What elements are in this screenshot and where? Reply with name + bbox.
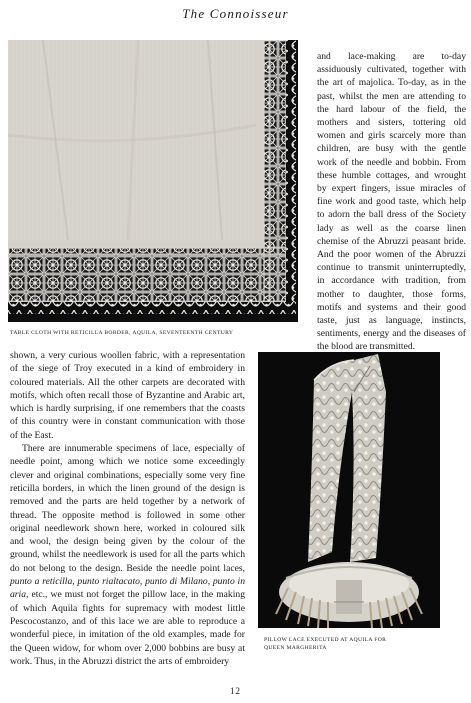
paragraph-2 — [10, 442, 245, 668]
running-head: The Connoisseur — [182, 6, 289, 21]
pillow-lace-illustration — [258, 352, 440, 628]
paragraph-2-text-b: etc., we must not forget the pillow lace, in the making of which Aquila fights for supremacy with modest little Pescocostanzo, and of this lace we are able to reproduce a wonderful piece, in imitation of the old examples, made for the Queen widow, for whom over 2,000 bobbins are busy at work. Thus, in the Abruzzi district the arts of embroidery — [10, 589, 245, 667]
text-column-lower-left — [10, 349, 245, 668]
lace-type-names: punto a reticilla, punto rialtacato, punto di Milano, punto in aria, — [10, 576, 245, 601]
table-cloth-photo — [8, 40, 298, 322]
table-cloth-illustration — [8, 40, 298, 322]
paragraph-1: shown, a very curious woollen fabric, with a representation of the siege of Troy executed in a kind of embroidery in coloured materials. All the other carpets are decorated with motifs, which often recall those of Byzantine and Arabic art, which is hardly surprising, if one remembers that the coasts of this country were in constant communication with those of the East. — [10, 350, 245, 441]
pillow-lace-photo — [258, 352, 440, 628]
paragraph: and lace-making are to-day assiduously cultivated, together with the art of majolica. To-day, as in the past, whilst the men are attending to the hard labour of the field, the mothers and sisters, tottering old women and girls scarcely more than children, are busy with the gentle work of the needle and bobbin. From these humble cottages, and wrought by expert fingers, issue miracles of fine work and good taste, which help to adorn the ball dress of the Society lady as well as the coarse linen chemise of the Abruzzi peasant bride. And the poor women of the Abruzzi continue to transmit uninterruptedly, in accordance with tradition, from mother to daughter, those forms, motifs and systems and their good taste, just as language, instincts, sentiments, energy and the diseases of the blood are transmitted. — [317, 51, 466, 353]
text-column-upper-right — [317, 50, 466, 354]
page-number: 12 — [230, 686, 241, 696]
table-cloth-caption: TABLE CLOTH WITH RETICILLA BORDER, AQUILA, SEVENTEENTH CENTURY — [10, 330, 234, 336]
caption-line-1: PILLOW LACE EXECUTED AT AQUILA FOR — [264, 637, 387, 643]
pillow-lace-caption — [264, 636, 444, 652]
paragraph-2-text-a: There are innumerable specimens of lace, especially of needle point, among which we notice some exceedingly clever and original combinations, especially some very fine reticilla borders, in which the linen ground of the design is removed and the parts are held together by a network of thread. The opposite method is followed in some other original needlework shown here, worked in coloured silk and wool, the design being given by the colour of the ground, whilst the needlework is used for all the parts which do not belong to the design. Beside the needle point laces, — [10, 443, 245, 574]
caption-line-2: QUEEN MARGHERITA — [264, 645, 327, 651]
